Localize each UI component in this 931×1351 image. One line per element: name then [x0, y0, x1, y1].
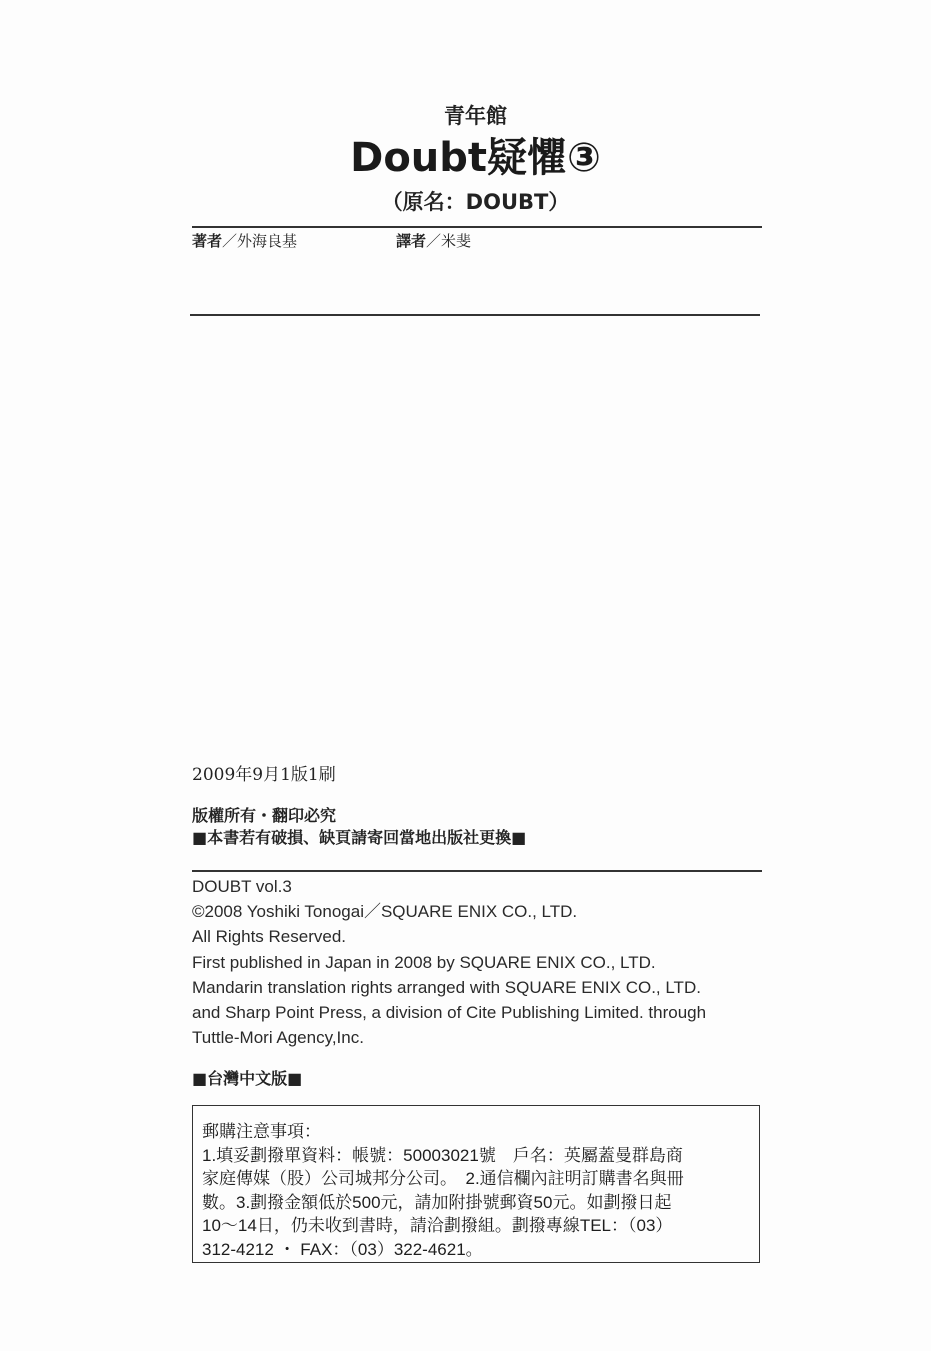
author-label: 著者	[192, 232, 223, 250]
english-line: Mandarin translation rights arranged with SQUARE ENIX CO., LTD.	[192, 977, 701, 997]
english-copyright-block	[192, 874, 706, 1050]
english-line: First published in Japan in 2008 by SQUARE ENIX CO., LTD.	[192, 952, 656, 972]
author-name: 外海良基	[237, 232, 298, 250]
mail-order-line: 312-4212 ・ FAX：（03）322-4621。	[202, 1239, 483, 1259]
book-title: Doubt疑懼③	[350, 135, 601, 181]
edition-info: 2009年9月1版1刷	[192, 765, 336, 785]
mail-order-line: 數。3.劃撥金額低於500元，請加附掛號郵資50元。如劃撥日起	[202, 1192, 672, 1212]
translator-name: 米斐	[441, 232, 472, 250]
translator-credit	[396, 230, 471, 251]
english-line: and Sharp Point Press, a division of Cite Publishing Limited. through	[192, 1003, 707, 1023]
divider-english	[192, 870, 762, 872]
taiwan-edition-label: ■台灣中文版■	[192, 1069, 303, 1088]
mail-order-line: 家庭傳媒（股）公司城邦分公司。 2.通信欄內註明訂購書名與冊	[202, 1169, 684, 1188]
mail-order-heading: 郵購注意事項：	[202, 1122, 321, 1141]
author-credit	[192, 230, 297, 251]
mail-order-notice-box	[192, 1105, 760, 1263]
original-title: （原名：DOUBT）	[381, 190, 570, 214]
imprint-label: 青年館	[444, 104, 507, 128]
divider-top	[192, 226, 762, 228]
translator-label: 譯者	[396, 232, 427, 250]
english-line: DOUBT vol.3	[192, 877, 292, 896]
divider-credits	[190, 314, 760, 316]
english-line: All Rights Reserved.	[192, 927, 347, 947]
translator-separator: ／	[426, 232, 442, 250]
author-separator: ／	[222, 232, 238, 250]
copyright-notice: 版權所有・翻印必究	[192, 806, 337, 825]
english-line: ©2008 Yoshiki Tonogai／SQUARE ENIX CO., LTD.	[192, 902, 578, 922]
english-line: Tuttle-Mori Agency,Inc.	[192, 1028, 364, 1048]
mail-order-line: 10～14日，仍未收到書時，請洽劃撥組。劃撥專線TEL：（03）	[202, 1216, 673, 1235]
mail-order-line: 1.填妥劃撥單資料：帳號：50003021號 戶名：英屬蓋曼群島商	[202, 1145, 683, 1165]
replacement-notice: ■本書若有破損、缺頁請寄回當地出版社更換■	[192, 828, 527, 847]
